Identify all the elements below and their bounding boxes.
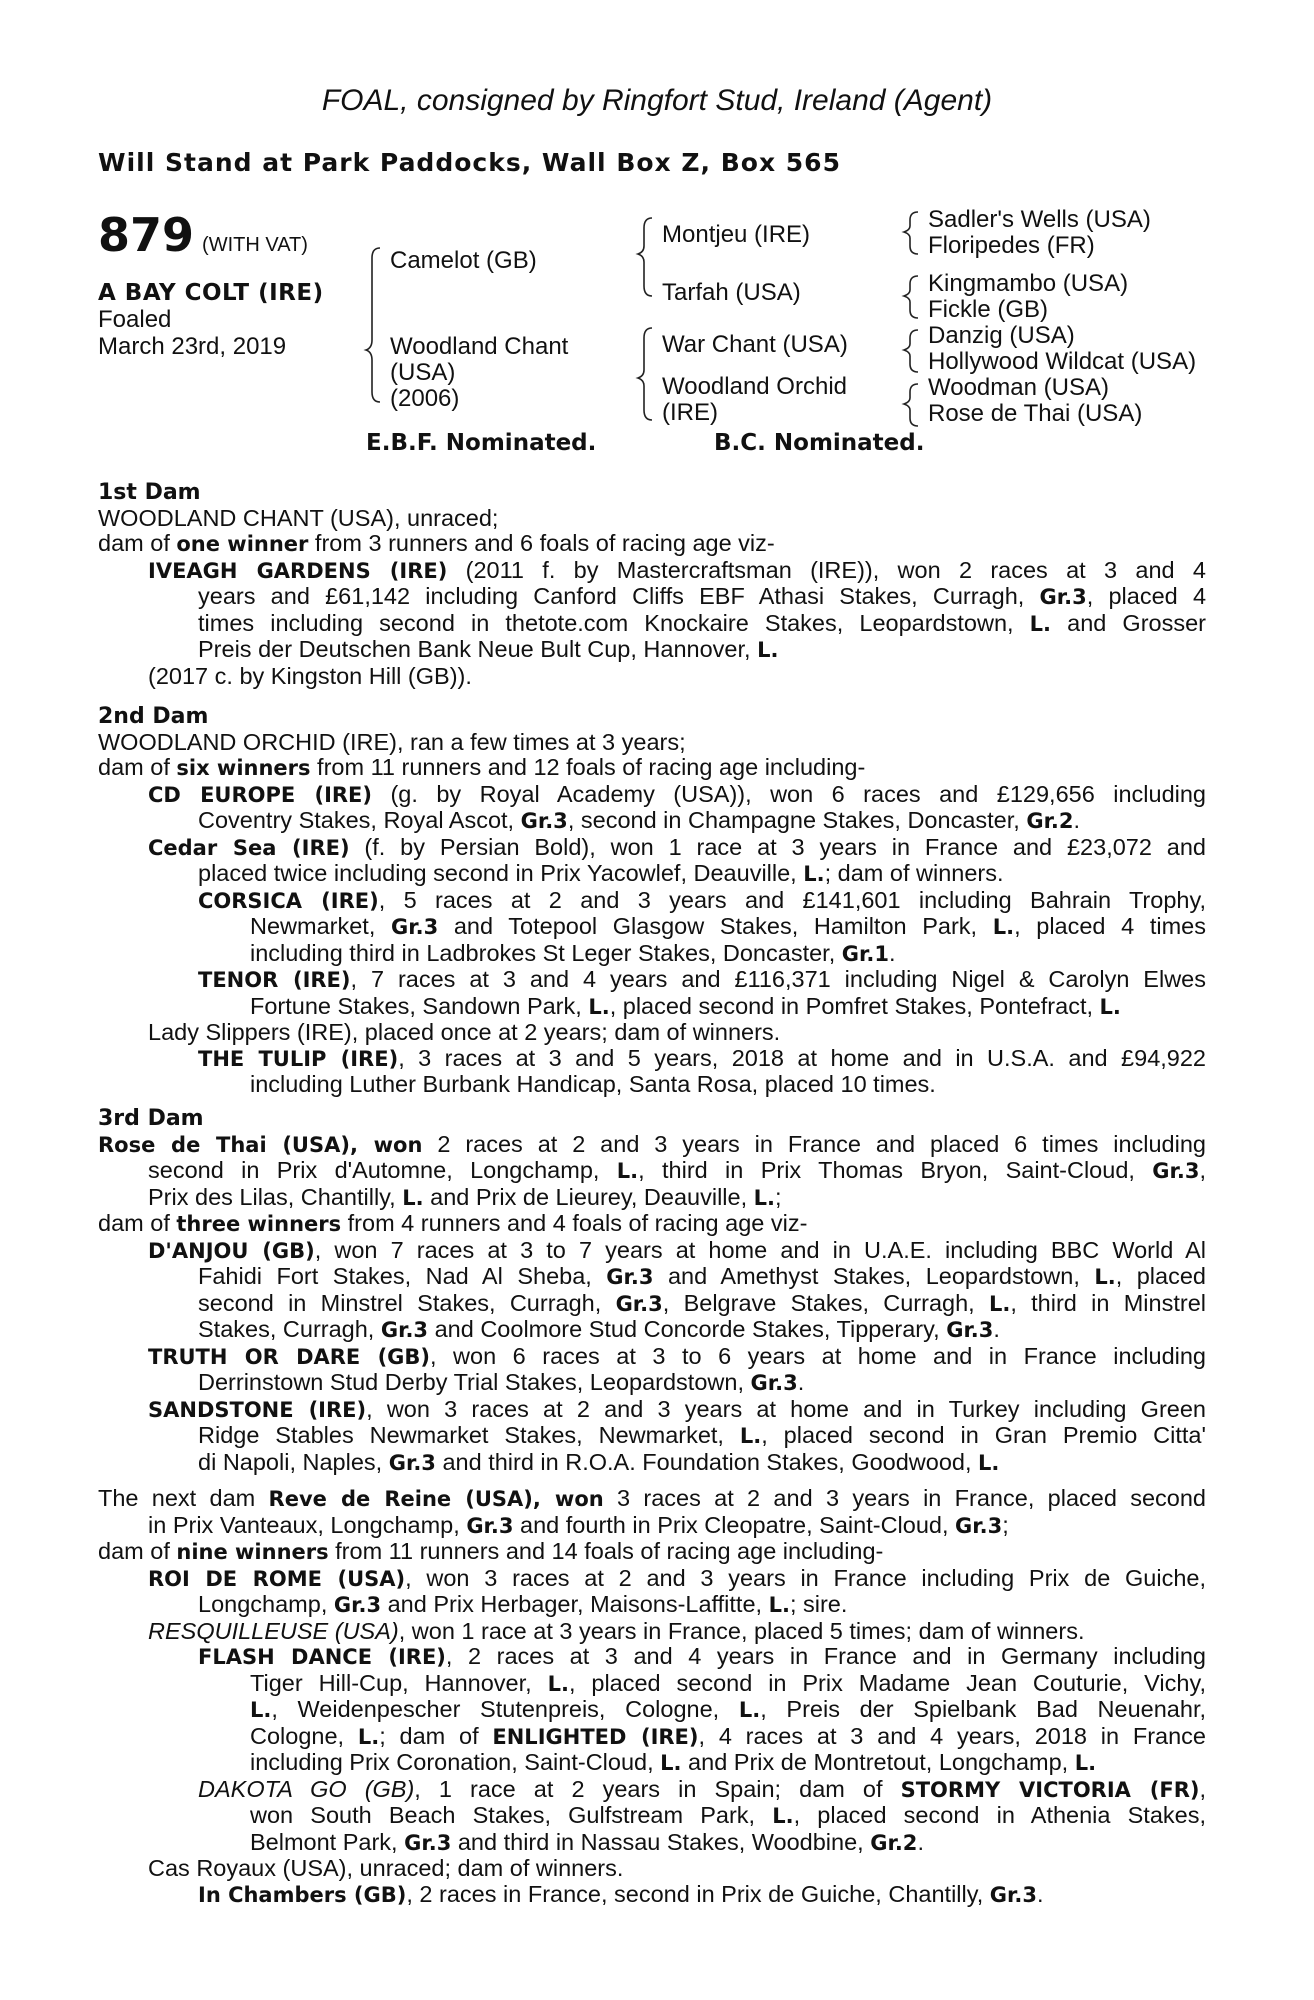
truth-or-dare-line2: Derrinstown Stud Derby Trial Stakes, Leopardstown, Gr.3. xyxy=(198,1369,805,1395)
first-dam-name-line: WOODLAND CHANT (USA), unraced; xyxy=(98,504,499,531)
corsica-line3: including third in Ladbrokes St Leger Stakes, Doncaster, Gr.1. xyxy=(250,939,896,966)
brace-col2-lower xyxy=(638,328,652,420)
sandstone-line2: Ridge Stables Newmarket Stakes, Newmarket, L., placed second in Gran Premio Citta' xyxy=(198,1422,1206,1448)
next-dam-name-line: The next dam Reve de Reine (USA), won 3 races at 2 and 3 years in France, placed second xyxy=(98,1485,1206,1511)
cedar-sea-line2: placed twice including second in Prix Yacowlef, Deauville, L.; dam of winners. xyxy=(198,860,1004,886)
brace-col1 xyxy=(366,248,380,402)
third-dam-section xyxy=(98,1106,1206,1476)
tenor-line2: Fortune Stakes, Sandown Park, L., placed second in Pomfret Stakes, Pontefract, L. xyxy=(250,992,1121,1019)
offspring-lady-slippers: Lady Slippers (IRE), placed once at 2 years; dam of winners. xyxy=(148,1019,781,1045)
second-dam-name-line: WOODLAND ORCHID (IRE), ran a few times at 3 years; xyxy=(98,728,686,755)
iveagh-line4: Preis der Deutschen Bank Neue Bult Cup, Hannover, L. xyxy=(198,636,779,662)
next-dam-produce-line: dam of nine winners from 11 runners and 14 foals of racing age including- xyxy=(98,1538,884,1564)
offspring-roi-de-rome: ROI DE ROME (USA), won 3 races at 2 and 3 years in France including Prix de Guiche, xyxy=(148,1564,1207,1591)
brace-col3-3 xyxy=(904,330,918,372)
vat-label: (WITH VAT) xyxy=(202,234,308,256)
pedigree-dam-dam-line2: (IRE) xyxy=(662,399,718,426)
dakota-go-line2: won South Beach Stakes, Gulfstream Park, L., placed second in Athenia Stakes, xyxy=(250,1802,1206,1828)
pedigree-g4: Fickle (GB) xyxy=(928,296,1048,323)
pedigree-g6: Hollywood Wildcat (USA) xyxy=(928,348,1197,375)
offspring-sandstone: SANDSTONE (IRE), won 3 races at 2 and 3 years at home and in Turkey including Green xyxy=(148,1395,1206,1422)
pedigree-dam xyxy=(390,334,568,412)
pedigree-dam-line2: (USA) xyxy=(390,359,456,386)
offspring-dakota-go: DAKOTA GO (GB), 1 race at 2 years in Spain; dam of STORMY VICTORIA (FR), xyxy=(198,1775,1206,1802)
third-dam-produce-line: dam of three winners from 4 runners and 4 foals of racing age viz- xyxy=(98,1210,808,1236)
offspring-in-chambers: In Chambers (GB), 2 races in France, second in Prix de Guiche, Chantilly, Gr.3. xyxy=(198,1880,1044,1907)
first-dam-section xyxy=(98,480,1206,689)
brace-col2-upper xyxy=(638,218,652,296)
pedigree-sire-sire: Montjeu (IRE) xyxy=(662,221,811,248)
offspring-cedar-sea: Cedar Sea (IRE) (f. by Persian Bold), won 1 race at 3 years in France and £23,072 and xyxy=(148,833,1206,860)
lot-number: 879 xyxy=(98,208,195,262)
offspring-the-tulip: THE TULIP (IRE), 3 races at 3 and 5 years, 2018 at home and in U.S.A. and £94,922 xyxy=(198,1044,1206,1071)
brace-col3-2 xyxy=(904,276,918,318)
consignor-line: FOAL, consigned by Ringfort Stud, Ireland (Agent) xyxy=(321,84,993,117)
sandstone-line3: di Napoli, Naples, Gr.3 and third in R.O.A. Foundation Stakes, Goodwood, L. xyxy=(198,1448,1000,1475)
offspring-tenor: TENOR (IRE), 7 races at 3 and 4 years and £116,371 including Nigel & Carolyn Elwes xyxy=(198,966,1206,992)
second-dam-produce-line: dam of six winners from 11 runners and 12 foals of racing age including- xyxy=(98,754,866,780)
pedigree-g7: Woodman (USA) xyxy=(928,374,1109,401)
pedigree-sire: Camelot (GB) xyxy=(390,247,537,274)
flash-dance-line3: L., Weidenpescher Stutenpreis, Cologne, L., Preis der Spielbank Bad Neuenahr, xyxy=(250,1696,1207,1722)
pedigree-g1: Sadler's Wells (USA) xyxy=(928,206,1151,233)
pedigree-dam-dam-line1: Woodland Orchid xyxy=(662,373,847,400)
offspring-corsica: CORSICA (IRE), 5 races at 2 and 3 years and £141,601 including Bahrain Trophy, xyxy=(198,886,1207,913)
pedigree-g5: Danzig (USA) xyxy=(928,322,1075,349)
first-dam-heading: 1st Dam xyxy=(98,480,201,505)
second-dam-section xyxy=(98,704,1206,1098)
foaled-label: Foaled xyxy=(98,306,172,333)
third-dam-name-line: Rose de Thai (USA), won 2 races at 2 and 3 years in France and placed 6 times including xyxy=(98,1130,1206,1157)
offspring-cas-royaux: Cas Royaux (USA), unraced; dam of winners. xyxy=(148,1855,624,1881)
pedigree-sire-dam: Tarfah (USA) xyxy=(662,279,801,306)
flash-dance-line5: including Prix Coronation, Saint-Cloud, L. and Prix de Montretout, Longchamp, L. xyxy=(250,1749,1097,1775)
flash-dance-line4: Cologne, L.; dam of ENLIGHTED (IRE), 4 races at 3 and 4 years, 2018 in France xyxy=(250,1722,1206,1749)
bc-nominated: B.C. Nominated. xyxy=(714,430,925,456)
roi-de-rome-line2: Longchamp, Gr.3 and Prix Herbager, Maisons-Laffitte, L.; sire. xyxy=(198,1591,848,1617)
corsica-line2: Newmarket, Gr.3 and Totepool Glasgow Stakes, Hamilton Park, L., placed 4 times xyxy=(250,913,1206,939)
dakota-go-line3: Belmont Park, Gr.3 and third in Nassau Stakes, Woodbine, Gr.2. xyxy=(250,1828,924,1855)
the-tulip-line2: including Luther Burbank Handicap, Santa Rosa, placed 10 times. xyxy=(250,1071,936,1097)
third-dam-line2: second in Prix d'Automne, Longchamp, L., third in Prix Thomas Bryon, Saint-Cloud, Gr.3, xyxy=(148,1157,1206,1183)
cd-europe-line2: Coventry Stakes, Royal Ascot, Gr.3, second in Champagne Stakes, Doncaster, Gr.2. xyxy=(198,807,1081,833)
danjou-line3: second in Minstrel Stakes, Curragh, Gr.3, Belgrave Stakes, Curragh, L., third in Minstrel xyxy=(198,1289,1206,1316)
third-dam-heading: 3rd Dam xyxy=(98,1106,204,1131)
flash-dance-line2: Tiger Hill-Cup, Hannover, L., placed second in Prix Madame Jean Couturie, Vichy, xyxy=(250,1669,1207,1696)
offspring-resquilleuse: RESQUILLEUSE (USA), won 1 race at 3 years in France, placed 5 times; dam of winners. xyxy=(148,1617,1085,1644)
pedigree-dam-line3: (2006) xyxy=(390,385,460,412)
pedigree-dam-dam xyxy=(662,374,847,426)
danjou-line2: Fahidi Fort Stakes, Nad Al Sheba, Gr.3 and Amethyst Stakes, Leopardstown, L., placed xyxy=(198,1263,1206,1289)
pedigree-g2: Floripedes (FR) xyxy=(928,232,1095,259)
pedigree-generation-3 xyxy=(928,207,1196,427)
first-dam-produce-line: dam of one winner from 3 runners and 6 foals of racing age viz- xyxy=(98,530,775,556)
next-dam-line2: in Prix Vanteaux, Longchamp, Gr.3 and fourth in Prix Cleopatre, Saint-Cloud, Gr.3; xyxy=(148,1511,1009,1538)
next-dam-section xyxy=(98,1486,1206,1908)
offspring-truth-or-dare: TRUTH OR DARE (GB), won 6 races at 3 to 6 years at home and in France including xyxy=(148,1342,1206,1369)
iveagh-line2: years and £61,142 including Canford Cliffs EBF Athasi Stakes, Curragh, Gr.3, placed 4 xyxy=(198,583,1207,609)
offspring-cd-europe: CD EUROPE (IRE) (g. by Royal Academy (USA)), won 6 races and £129,656 including xyxy=(148,780,1206,807)
pedigree-dam-line1: Woodland Chant xyxy=(390,333,569,360)
pedigree-g8: Rose de Thai (USA) xyxy=(928,400,1143,427)
danjou-line4: Stakes, Curragh, Gr.3 and Coolmore Stud Concorde Stakes, Tipperary, Gr.3. xyxy=(198,1316,1000,1342)
brace-col3-1 xyxy=(904,212,918,254)
foaled-date: March 23rd, 2019 xyxy=(98,333,287,360)
second-dam-heading: 2nd Dam xyxy=(98,704,209,729)
offspring-danjou: D'ANJOU (GB), won 7 races at 3 to 7 years at home and in U.A.E. including BBC World Al xyxy=(148,1236,1207,1263)
stand-location: Will Stand at Park Paddocks, Wall Box Z, Box 565 xyxy=(98,148,841,177)
ebf-nominated: E.B.F. Nominated. xyxy=(366,430,597,456)
pedigree-g3: Kingmambo (USA) xyxy=(928,270,1129,297)
brace-col3-4 xyxy=(904,384,918,426)
first-dam-offspring-iveagh: IVEAGH GARDENS (IRE) (2011 f. by Mastercraftsman (IRE)), won 2 races at 3 and 4 xyxy=(148,556,1206,583)
offspring-flash-dance: FLASH DANCE (IRE), 2 races at 3 and 4 years in France and in Germany including xyxy=(198,1643,1206,1669)
third-dam-line3: Prix des Lilas, Chantilly, L. and Prix de Lieurey, Deauville, L.; xyxy=(148,1183,782,1210)
pedigree-dam-sire: War Chant (USA) xyxy=(662,331,848,358)
first-dam-2017-colt: (2017 c. by Kingston Hill (GB)). xyxy=(148,662,472,689)
horse-name: A BAY COLT (IRE) xyxy=(98,280,324,306)
iveagh-line3: times including second in thetote.com Knockaire Stakes, Leopardstown, L. and Grosser xyxy=(198,609,1207,636)
